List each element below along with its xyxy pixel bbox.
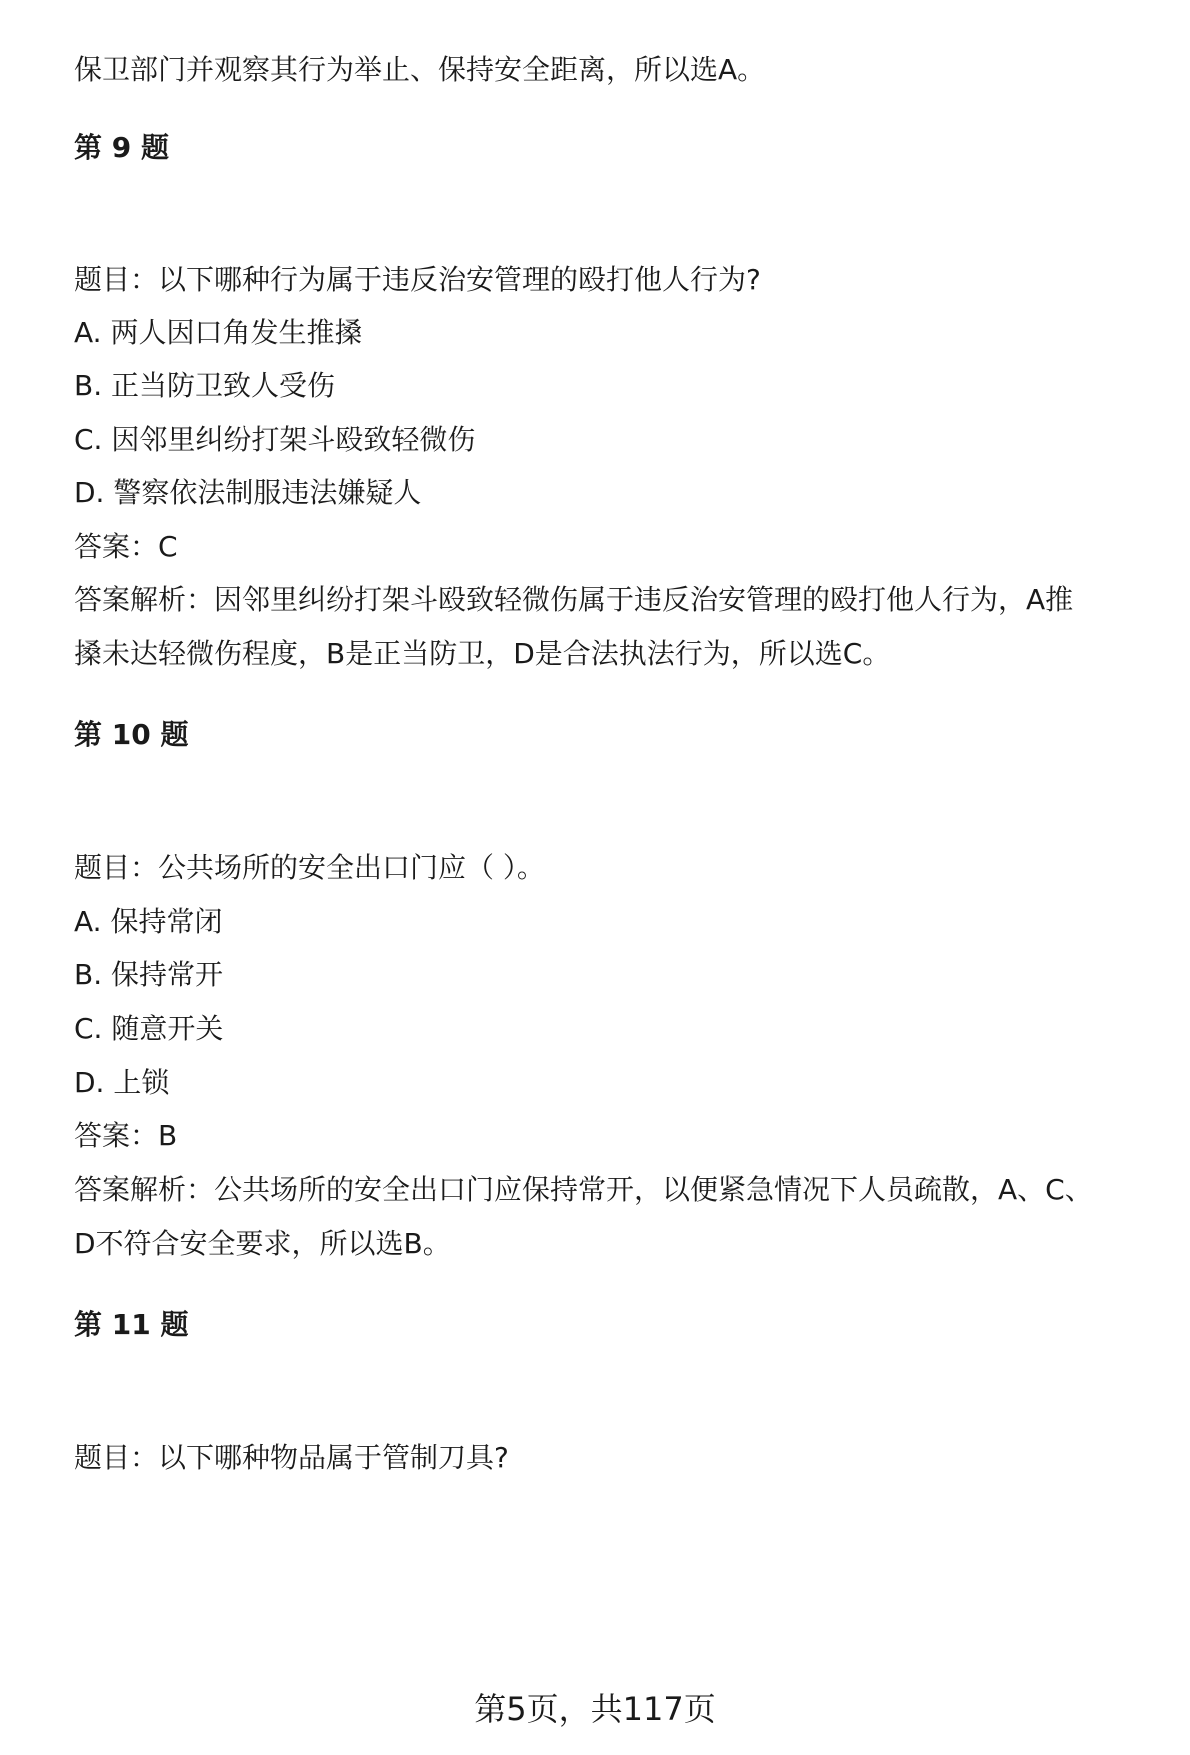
- option-b: B. 正当防卫致人受伤: [74, 369, 336, 402]
- question-stem: 题目：以下哪种行为属于违反治安管理的殴打他人行为?: [74, 263, 761, 296]
- explanation-line: D不符合安全要求，所以选B。: [74, 1227, 451, 1260]
- option-c: C. 随意开关: [74, 1012, 224, 1045]
- question-heading: 第 11 题: [74, 1308, 189, 1341]
- option-b: B. 保持常开: [74, 958, 224, 991]
- question-stem: 题目：公共场所的安全出口门应（ ）。: [74, 851, 545, 884]
- explanation-line: 答案解析：公共场所的安全出口门应保持常开，以便紧急情况下人员疏散，A、C、: [74, 1173, 1093, 1206]
- answer: 答案：B: [74, 1119, 178, 1152]
- question-heading: 第 9 题: [74, 131, 169, 164]
- question-stem: 题目：以下哪种物品属于管制刀具?: [74, 1441, 509, 1474]
- option-c: C. 因邻里纠纷打架斗殴致轻微伤: [74, 423, 476, 456]
- page-indicator: 第5页，共117页: [474, 1690, 716, 1728]
- option-d: D. 警察依法制服违法嫌疑人: [74, 476, 422, 509]
- previous-explanation-tail: 保卫部门并观察其行为举止、保持安全距离，所以选A。: [74, 53, 766, 86]
- explanation-line: 答案解析：因邻里纠纷打架斗殴致轻微伤属于违反治安管理的殴打他人行为，A推: [74, 583, 1074, 616]
- option-d: D. 上锁: [74, 1066, 170, 1099]
- option-a: A. 保持常闭: [74, 905, 223, 938]
- explanation-line: 搡未达轻微伤程度，B是正当防卫，D是合法执法行为，所以选C。: [74, 637, 891, 670]
- question-heading: 第 10 题: [74, 718, 189, 751]
- answer: 答案：C: [74, 530, 178, 563]
- option-a: A. 两人因口角发生推搡: [74, 316, 363, 349]
